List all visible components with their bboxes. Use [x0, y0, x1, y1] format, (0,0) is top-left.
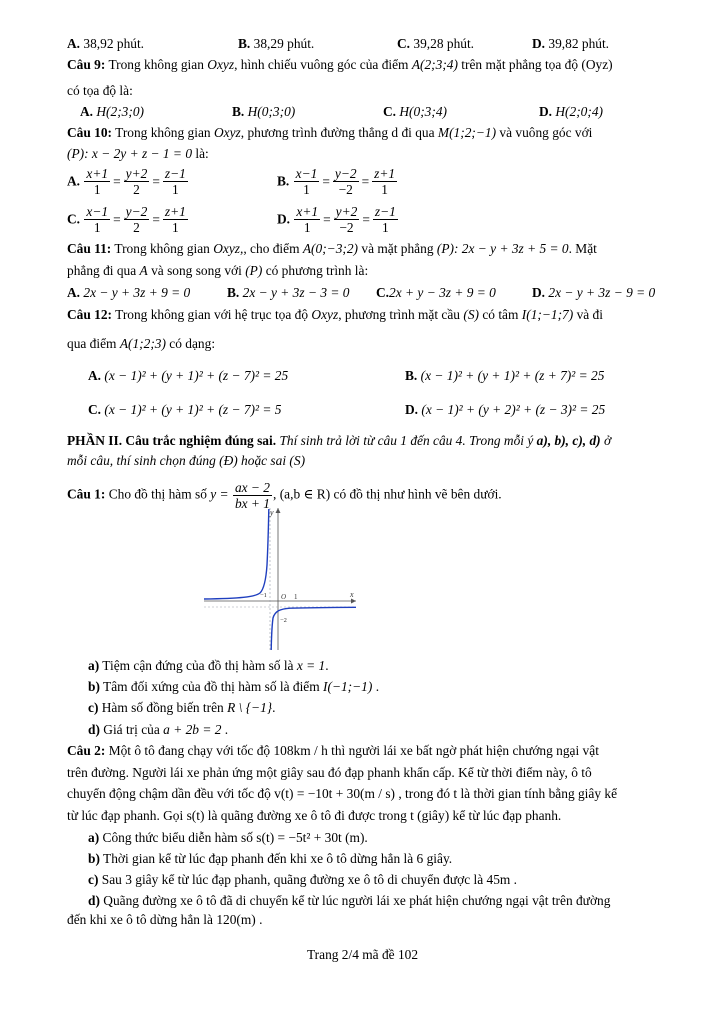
q10-option-a: A. $\frac{x+1}{1}$ = $\frac{y+2}{2}$ = $\frac{z-1}{1}$	[67, 166, 186, 197]
p2q1-item-d: d) Giá trị của a + 2b = 2 .	[88, 722, 229, 737]
q11-option-a: A. 2x − y + 3z + 9 = 0	[67, 285, 191, 300]
graph-left-branch	[204, 509, 269, 599]
q10-option-d: D. $\frac{x+1}{1}$ = $\frac{y+2}{-2}$ = $\frac{z-1}{1}$	[277, 204, 396, 235]
q12-option-d: D. (x − 1)² + (y + 2)² + (z − 3)² = 25	[405, 402, 606, 417]
page-footer: Trang 2/4 mã đề 102	[306, 947, 419, 962]
q10-option-b: B. $\frac{x-1}{1}$ = $\frac{y-2}{-2}$ = $\frac{z+1}{1}$	[277, 166, 396, 197]
q9-option-d: D. H(2;0;4)	[539, 104, 603, 119]
x-axis-label: x	[350, 590, 354, 599]
p2q2-item-a: a) Công thức biểu diễn hàm số s(t) = −5t² + 30t (m).	[88, 830, 368, 845]
q8-option-d: D. 39,82 phút.	[532, 36, 610, 51]
p2q2-item-d-cont: đến khi xe ô tô dừng hẳn là 120(m) .	[67, 912, 263, 927]
p2q2-stem-line2: trên đường. Người lái xe phản ứng một giây sau đó đạp phanh khẩn cấp. Kể từ thời điểm này, ô tô	[67, 765, 592, 780]
q12-stem: Câu 12: Trong không gian với hệ trục tọa độ Oxyz, phương trình mặt cầu (S) có tâm I(1;−1;7) và đi	[67, 307, 603, 322]
q10-stem: Câu 10: Trong không gian Oxyz, phương trình đường thẳng d đi qua M(1;2;−1) và vuông góc với	[67, 125, 593, 140]
q8-option-b: B. 38,29 phút.	[238, 36, 315, 51]
q11-option-d: D. 2x − y + 3z − 9 = 0	[532, 285, 656, 300]
q9-option-c: C. H(0;3;4)	[383, 104, 447, 119]
q12-option-c: C. (x − 1)² + (y + 1)² + (z − 7)² = 5	[88, 402, 282, 417]
q9-option-a: A. H(2;3;0)	[80, 104, 144, 119]
q11-option-b: B. 2x − y + 3z − 3 = 0	[227, 285, 350, 300]
function-graph	[200, 505, 360, 652]
tick-neg-one-label: −1	[260, 592, 267, 599]
q11-option-c: C.2x + y − 3z + 9 = 0	[376, 285, 496, 300]
y-axis-arrow	[276, 508, 281, 513]
part2-heading-cont: mỗi câu, thí sinh chọn đúng (Đ) hoặc sai (S)	[67, 453, 306, 468]
graph-right-branch	[271, 607, 356, 650]
q10-option-c: C. $\frac{x-1}{1}$ = $\frac{y-2}{2}$ = $\frac{z+1}{1}$	[67, 204, 186, 235]
q10-plane: (P): x − 2y + z − 1 = 0 là:	[67, 146, 209, 161]
p2q2-item-b: b) Thời gian kể từ lúc đạp phanh đến khi xe ô tô dừng hẳn là 6 giây.	[88, 851, 453, 866]
origin-label: O	[281, 593, 287, 601]
y-axis-label: y	[270, 508, 274, 517]
p2q2-stem: Câu 2: Một ô tô đang chạy với tốc độ 108km / h thì người lái xe bất ngờ phát hiện chướng ngại vật	[67, 743, 599, 758]
tick-neg-two-label: −2	[280, 617, 287, 624]
q12-option-b: B. (x − 1)² + (y + 1)² + (z + 7)² = 25	[405, 368, 605, 383]
p2q1-stem: Câu 1: Cho đồ thị hàm số y = $\frac{ax - 2}{bx + 1}$ , (a,b ∈ R) có đồ thị như hình vẽ bên dưới.	[67, 480, 502, 511]
x-axis-arrow	[351, 599, 356, 604]
q11-stem-cont: phẳng đi qua A và song song với (P) có phương trình là:	[67, 263, 369, 278]
p2q1-item-c: c) Hàm số đồng biến trên R \ {−1}.	[88, 700, 276, 715]
q12-option-a: A. (x − 1)² + (y + 1)² + (z − 7)² = 25	[88, 368, 289, 383]
q9-stem: Câu 9: Trong không gian Oxyz, hình chiếu vuông góc của điểm A(2;3;4) trên mặt phẳng tọa độ (Oyz)	[67, 57, 613, 72]
q8-option-a: A. 38,92 phút.	[67, 36, 145, 51]
q9-option-b: B. H(0;3;0)	[232, 104, 296, 119]
q11-stem: Câu 11: Trong không gian Oxyz,, cho điểm A(0;−3;2) và mặt phẳng (P): 2x − y + 3z + 5 = 0. Mặt	[67, 241, 597, 256]
tick-one-label: 1	[294, 593, 298, 601]
q8-option-c: C. 39,28 phút.	[397, 36, 475, 51]
q12-stem-cont: qua điểm A(1;2;3) có dạng:	[67, 336, 216, 351]
q9-stem-cont: có tọa độ là:	[67, 83, 133, 98]
p2q2-item-d: d) Quãng đường xe ô tô đã di chuyển kể từ lúc người lái xe phát hiện chướng ngại vật trên đường	[88, 893, 611, 908]
p2q2-stem-line3: chuyển động chậm dần đều với tốc độ v(t) = −10t + 30(m / s) , trong đó t là thời gian tính bằng giây kể	[67, 786, 618, 801]
part2-heading: PHẦN II. Câu trắc nghiệm đúng sai. Thí sinh trả lời từ câu 1 đến câu 4. Trong mỗi ý a), b), c), d) ở	[67, 433, 612, 448]
p2q2-item-c: c) Sau 3 giây kể từ lúc đạp phanh, quãng đường xe ô tô di chuyển được là 45m .	[88, 872, 518, 887]
p2q1-item-b: b) Tâm đối xứng của đồ thị hàm số là điểm I(−1;−1) .	[88, 679, 380, 694]
p2q1-item-a: a) Tiệm cận đứng của đồ thị hàm số là x = 1.	[88, 658, 329, 673]
p2q2-stem-line4: từ lúc đạp phanh. Gọi s(t) là quãng đường xe ô tô đi được trong t (giây) kể từ lúc đạp phanh.	[67, 808, 562, 823]
